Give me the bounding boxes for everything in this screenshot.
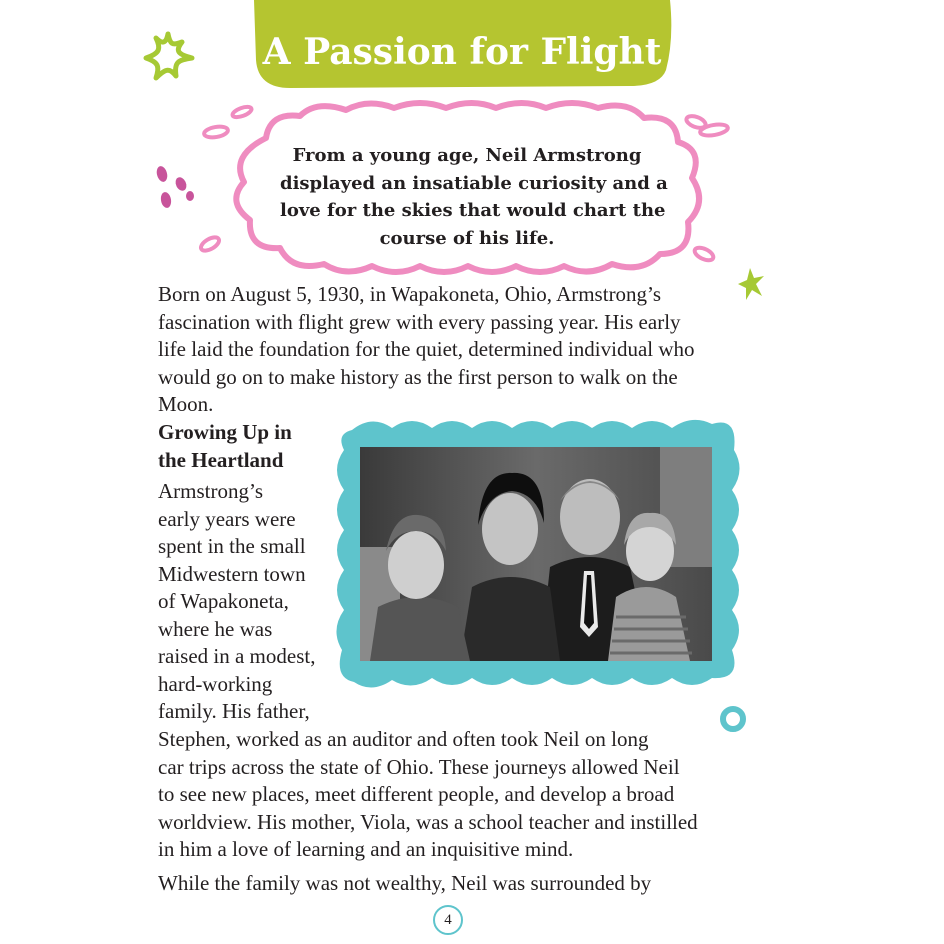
last-paragraph [158,870,758,898]
text-line: Armstrong’s [158,479,263,503]
text-line: early years were [158,506,296,531]
callout-text [280,142,668,252]
heading-line: Growing Up in [158,420,292,444]
family-photo [360,447,712,661]
text-line: to see new places, meet different people, and develop a broad [158,782,675,806]
text-line: fascination with flight grew with every passing year. His early [158,309,681,334]
text-line: hard-working [158,671,273,696]
callout-line: displayed an insatiable curiosity and a [280,172,668,194]
text-line: life laid the foundation for the quiet, determined individual who [158,337,695,361]
text-line: Born on August 5, 1930, in Wapakoneta, Ohio, Armstrong’s [158,282,662,306]
callout-line: course of his life. [379,227,555,249]
section-heading [158,418,308,474]
text-line: raised in a modest, [158,644,316,668]
text-line: family. His father, [158,699,310,723]
narrow-paragraph [158,478,333,726]
text-line: Stephen, worked as an auditor and often took Neil on long [158,727,649,751]
callout-line: love for the skies that would chart the [280,200,666,221]
text-line: would go on to make history as the first person to walk on the [158,364,678,389]
star-decoration-icon [140,30,198,82]
intro-paragraph [158,281,748,419]
dots-decoration-icon [154,162,200,212]
text-line: of Wapakoneta, [158,589,289,613]
text-line: Moon. [158,392,214,416]
callout-line: From a young age, Neil Armstrong [292,145,642,166]
text-line: While the family was not wealthy, Neil was surrounded by [158,871,652,895]
text-line: in him a love of learning and an inquisitive mind. [158,837,574,861]
text-line: Midwestern town [158,561,306,586]
text-line: worldview. His mother, Viola, was a school teacher and instilled [158,809,698,834]
heading-line: the Heartland [158,448,284,472]
page-number: 4 [433,905,463,935]
text-line: spent in the small [158,534,306,558]
wide-paragraph [158,726,758,864]
page-title: A Passion for Flight [262,31,662,73]
text-line: where he was [158,616,273,641]
text-line: car trips across the state of Ohio. These journeys allowed Neil [158,754,680,779]
